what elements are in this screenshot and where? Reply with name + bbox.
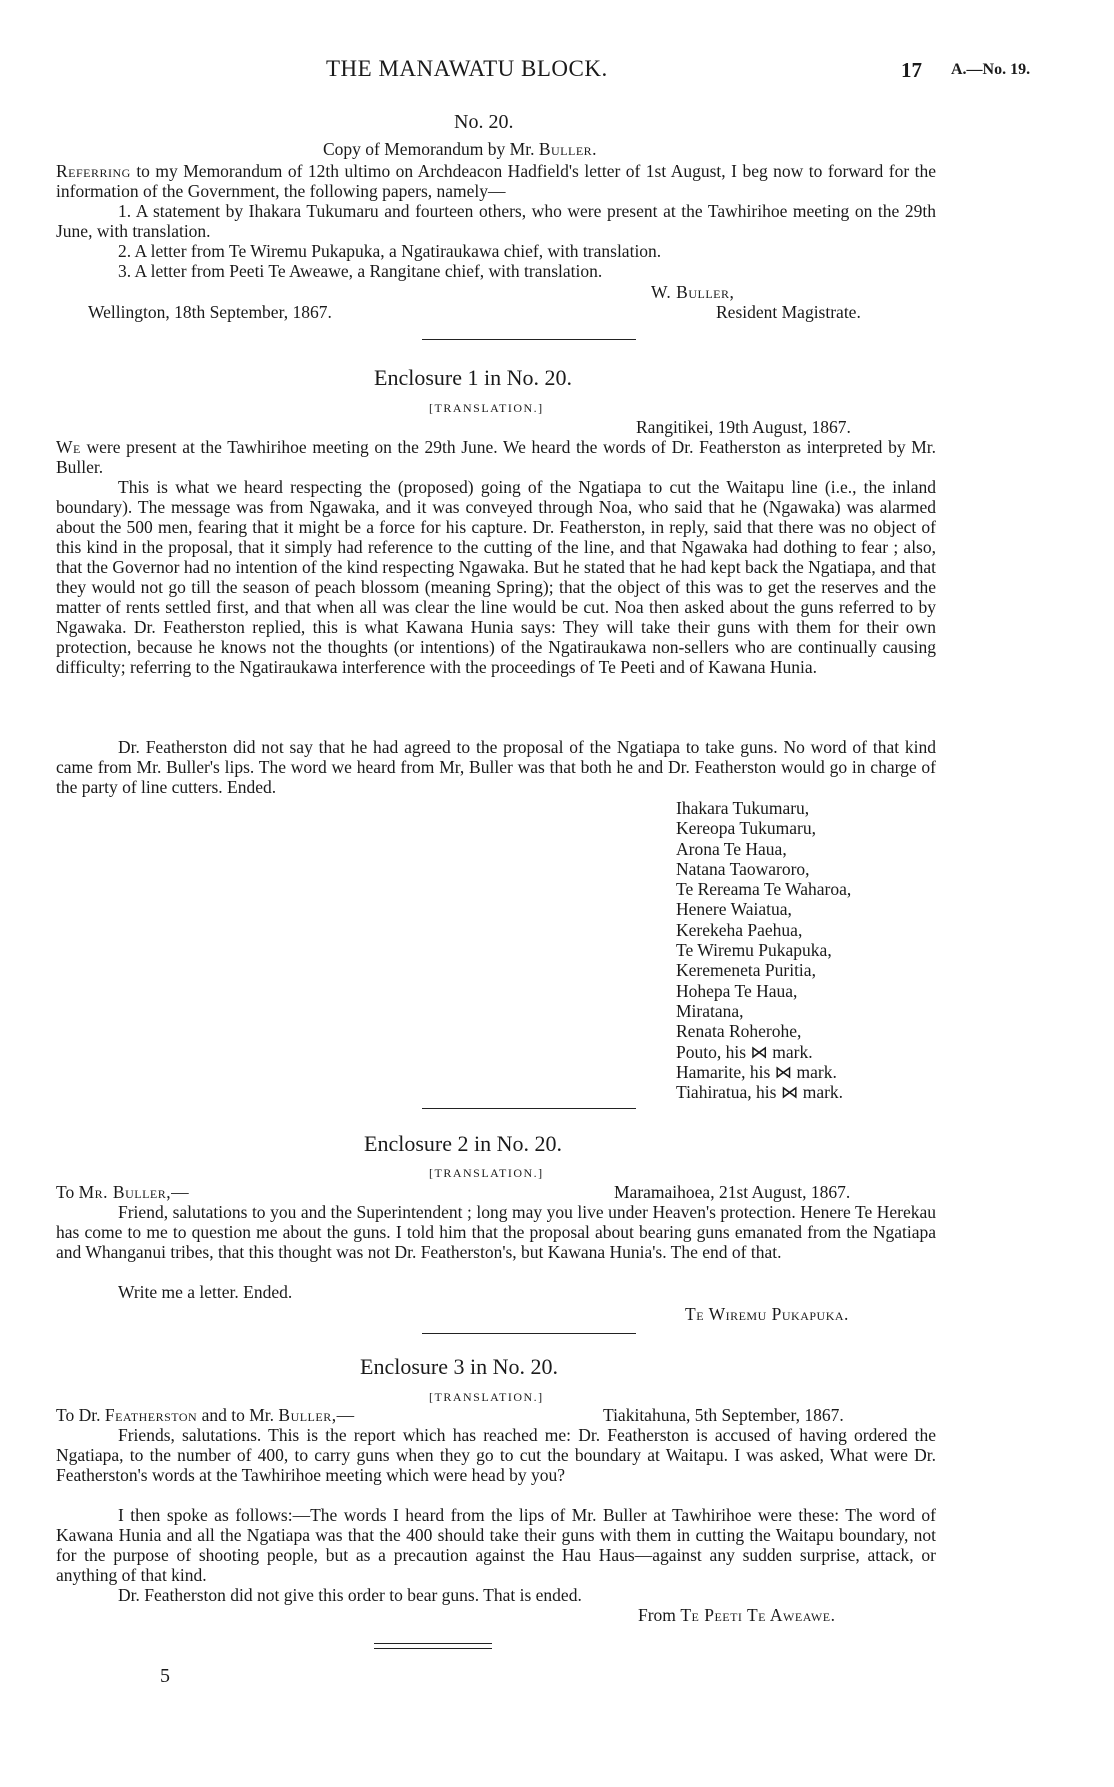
signatory: Hamarite, his ⋈ mark.	[676, 1061, 837, 1082]
page-number: 17	[901, 58, 922, 82]
enclosure-3-title: Enclosure 3 in No. 20.	[360, 1354, 558, 1379]
enclosure-1-place-date: Rangitikei, 19th August, 1867.	[636, 417, 851, 437]
enclosure-2-paragraph-2: Write me a letter. Ended.	[118, 1282, 293, 1302]
addressee-name-2: Buller,—	[278, 1405, 355, 1425]
enclosure-2-place-date: Maramaihoea, 21st August, 1867.	[614, 1182, 851, 1202]
signer-from: From	[638, 1605, 676, 1625]
signatory: Pouto, his ⋈ mark.	[676, 1041, 813, 1062]
signatory: Arona Te Haua,	[676, 838, 787, 859]
lead-word: We	[56, 437, 81, 457]
closing-rule-bottom	[374, 1648, 492, 1649]
section-number: No. 20.	[454, 111, 514, 133]
memo-item-3: 3. A letter from Peeti Te Aweawe, a Rangitane chief, with translation.	[118, 261, 603, 281]
signatory: Ihakara Tukumaru,	[676, 798, 810, 818]
caption-name: Buller.	[538, 139, 598, 159]
enclosure-1-title: Enclosure 1 in No. 20.	[374, 365, 572, 390]
signatory: Te Wiremu Pukapuka,	[676, 940, 832, 961]
divider	[422, 1333, 636, 1334]
enclosure-2-addressee	[56, 1182, 189, 1202]
enclosure-1-translation-label: [TRANSLATION.]	[429, 401, 544, 415]
enclosure-2-translation-label: [TRANSLATION.]	[429, 1166, 544, 1180]
divider	[422, 1108, 636, 1109]
enclosure-3-addressee	[56, 1405, 355, 1425]
signatory: Kereopa Tukumaru,	[676, 818, 816, 839]
signatory: Natana Taowaroro,	[676, 858, 810, 879]
memo-signer-title: Resident Magistrate.	[716, 302, 861, 322]
signatory: Kerekeha Paehua,	[676, 919, 803, 940]
signatory-list	[676, 798, 851, 1102]
signatory: Hohepa Te Haua,	[676, 980, 798, 1001]
memo-paragraph	[56, 161, 936, 201]
enclosure-3-paragraph-1: Friends, salutations. This is the report which has reached me: Dr. Featherston is accused of having ordered the Ngatiapa, to the number of 400, to carry guns when they go to cut the boundary at Waitapu. I was asked, What were Dr. Featherston's words at the Tawhirihoe meeting which were head by you?	[56, 1425, 936, 1485]
addressee-name: Mr. Buller,—	[78, 1182, 190, 1202]
addressee-to: To Dr.	[56, 1405, 101, 1425]
enclosure-2-signer: Te Wiremu Pukapuka.	[685, 1304, 849, 1324]
enclosure-3-place-date: Tiakitahuna, 5th September, 1867.	[603, 1405, 844, 1425]
memo-item-1: 1. A statement by Ihakara Tukumaru and fourteen others, who were present at the Tawhirihoe meeting on the 29th June, with translation.	[56, 201, 936, 241]
signature-mark: 5	[160, 1665, 170, 1687]
signer-name: Te Peeti Te Aweawe.	[680, 1605, 836, 1625]
addressee-joiner: and to Mr.	[201, 1405, 275, 1425]
signatory: Tiahiratua, his ⋈ mark.	[676, 1082, 844, 1103]
memo-signer: W. Buller,	[651, 282, 735, 302]
memo-item-2: 2. A letter from Te Wiremu Pukapuka, a Ngatiraukawa chief, with translation.	[118, 241, 662, 261]
addressee-name-1: Featherston	[104, 1405, 198, 1425]
memo-lead-word: Referring	[56, 161, 131, 181]
memorandum-caption	[323, 139, 597, 159]
signatory: Henere Waiatua,	[676, 899, 792, 920]
enclosure-1-paragraph-1	[56, 437, 936, 477]
enclosure-1-paragraph-3: Dr. Featherston did not say that he had agreed to the proposal of the Ngatiapa to take guns. No word of that kind came from Mr. Buller's lips. The word we heard from Mr, Buller was that both he and Dr. Featherston would go in charge of the party of line cutters. Ended.	[56, 737, 936, 797]
signatory: Te Rereama Te Waharoa,	[676, 879, 852, 900]
running-header-title: THE MANAWATU BLOCK.	[326, 56, 608, 81]
signatory: Miratana,	[676, 1000, 744, 1021]
enclosure-3-paragraph-3: Dr. Featherston did not give this order to bear guns. That is ended.	[118, 1585, 582, 1605]
enclosure-2-paragraph-1: Friend, salutations to you and the Superintendent ; long may you live under Heaven's protection. Henere Te Herekau has come to me to question me about the guns. I told him that the proposal about bearing guns emanated from the Ngatiapa and Whanganui tribes, that this thought was not Dr. Featherston's, but Kawana Hunia's. The end of that.	[56, 1202, 936, 1262]
paper-reference: A.—No. 19.	[951, 61, 1031, 78]
divider	[422, 339, 636, 340]
paragraph-text: were present at the Tawhirihoe meeting on the 29th June. We heard the words of Dr. Featherston as interpreted by Mr. Buller.	[56, 437, 936, 477]
enclosure-3-translation-label: [TRANSLATION.]	[429, 1390, 544, 1404]
signatory: Keremeneta Puritia,	[676, 960, 816, 981]
enclosure-3-signer	[638, 1605, 835, 1625]
addressee-to: To	[56, 1182, 75, 1202]
enclosure-2-title: Enclosure 2 in No. 20.	[364, 1131, 562, 1156]
closing-rule-top	[374, 1643, 492, 1644]
memo-place-date: Wellington, 18th September, 1867.	[88, 302, 332, 322]
enclosure-1-paragraph-2: This is what we heard respecting the (proposed) going of the Ngatiapa to cut the Waitapu line (i.e., the inland boundary). The message was from Ngawaka, and it was conveyed through Noa, who said that he (Ngawaka) was alarmed about the 500 men, fearing that it might be a force for his capture. Dr. Featherston, in reply, said that there was no object of this kind in the proposal, that it simply had reference to the cutting of the line, and that Ngawaka had dothing to fear ; also, that the Governor had no intention of the kind respecting Ngawaka. But he stated that he had kept back the Ngatiapa, and that they would not go till the season of peach blossom (meaning Spring); that the object of this was to get the reserves and the matter of rents settled first, and that when all was clear the line would be cut. Noa then asked about the guns referred to by Ngawaka. Dr. Featherston replied, this is what Kawana Hunia says: They will take their guns with them for their own protection, because he knows not the thoughts (or intentions) of the Ngatiraukawa non-sellers who are continually causing difficulty; referring to the Ngatiraukawa interference with the proceedings of Te Peeti and of Kawana Hunia.	[56, 477, 936, 677]
caption-text: Copy of Memorandum by Mr.	[323, 139, 535, 159]
memo-text: to my Memorandum of 12th ultimo on Archdeacon Hadfield's letter of 1st August, I beg now to forward for the information of the Government, the following papers, namely—	[56, 161, 936, 201]
signatory: Renata Roherohe,	[676, 1021, 802, 1042]
enclosure-3-paragraph-2: I then spoke as follows:—The words I heard from the lips of Mr. Buller at Tawhirihoe were these: The word of Kawana Hunia and all the Ngatiapa was that the 400 should take their guns with them in cutting the Waitapu boundary, not for the purpose of shooting people, but as a precaution against the Hau Haus—against any sudden surprise, attack, or anything of that kind.	[56, 1505, 936, 1585]
